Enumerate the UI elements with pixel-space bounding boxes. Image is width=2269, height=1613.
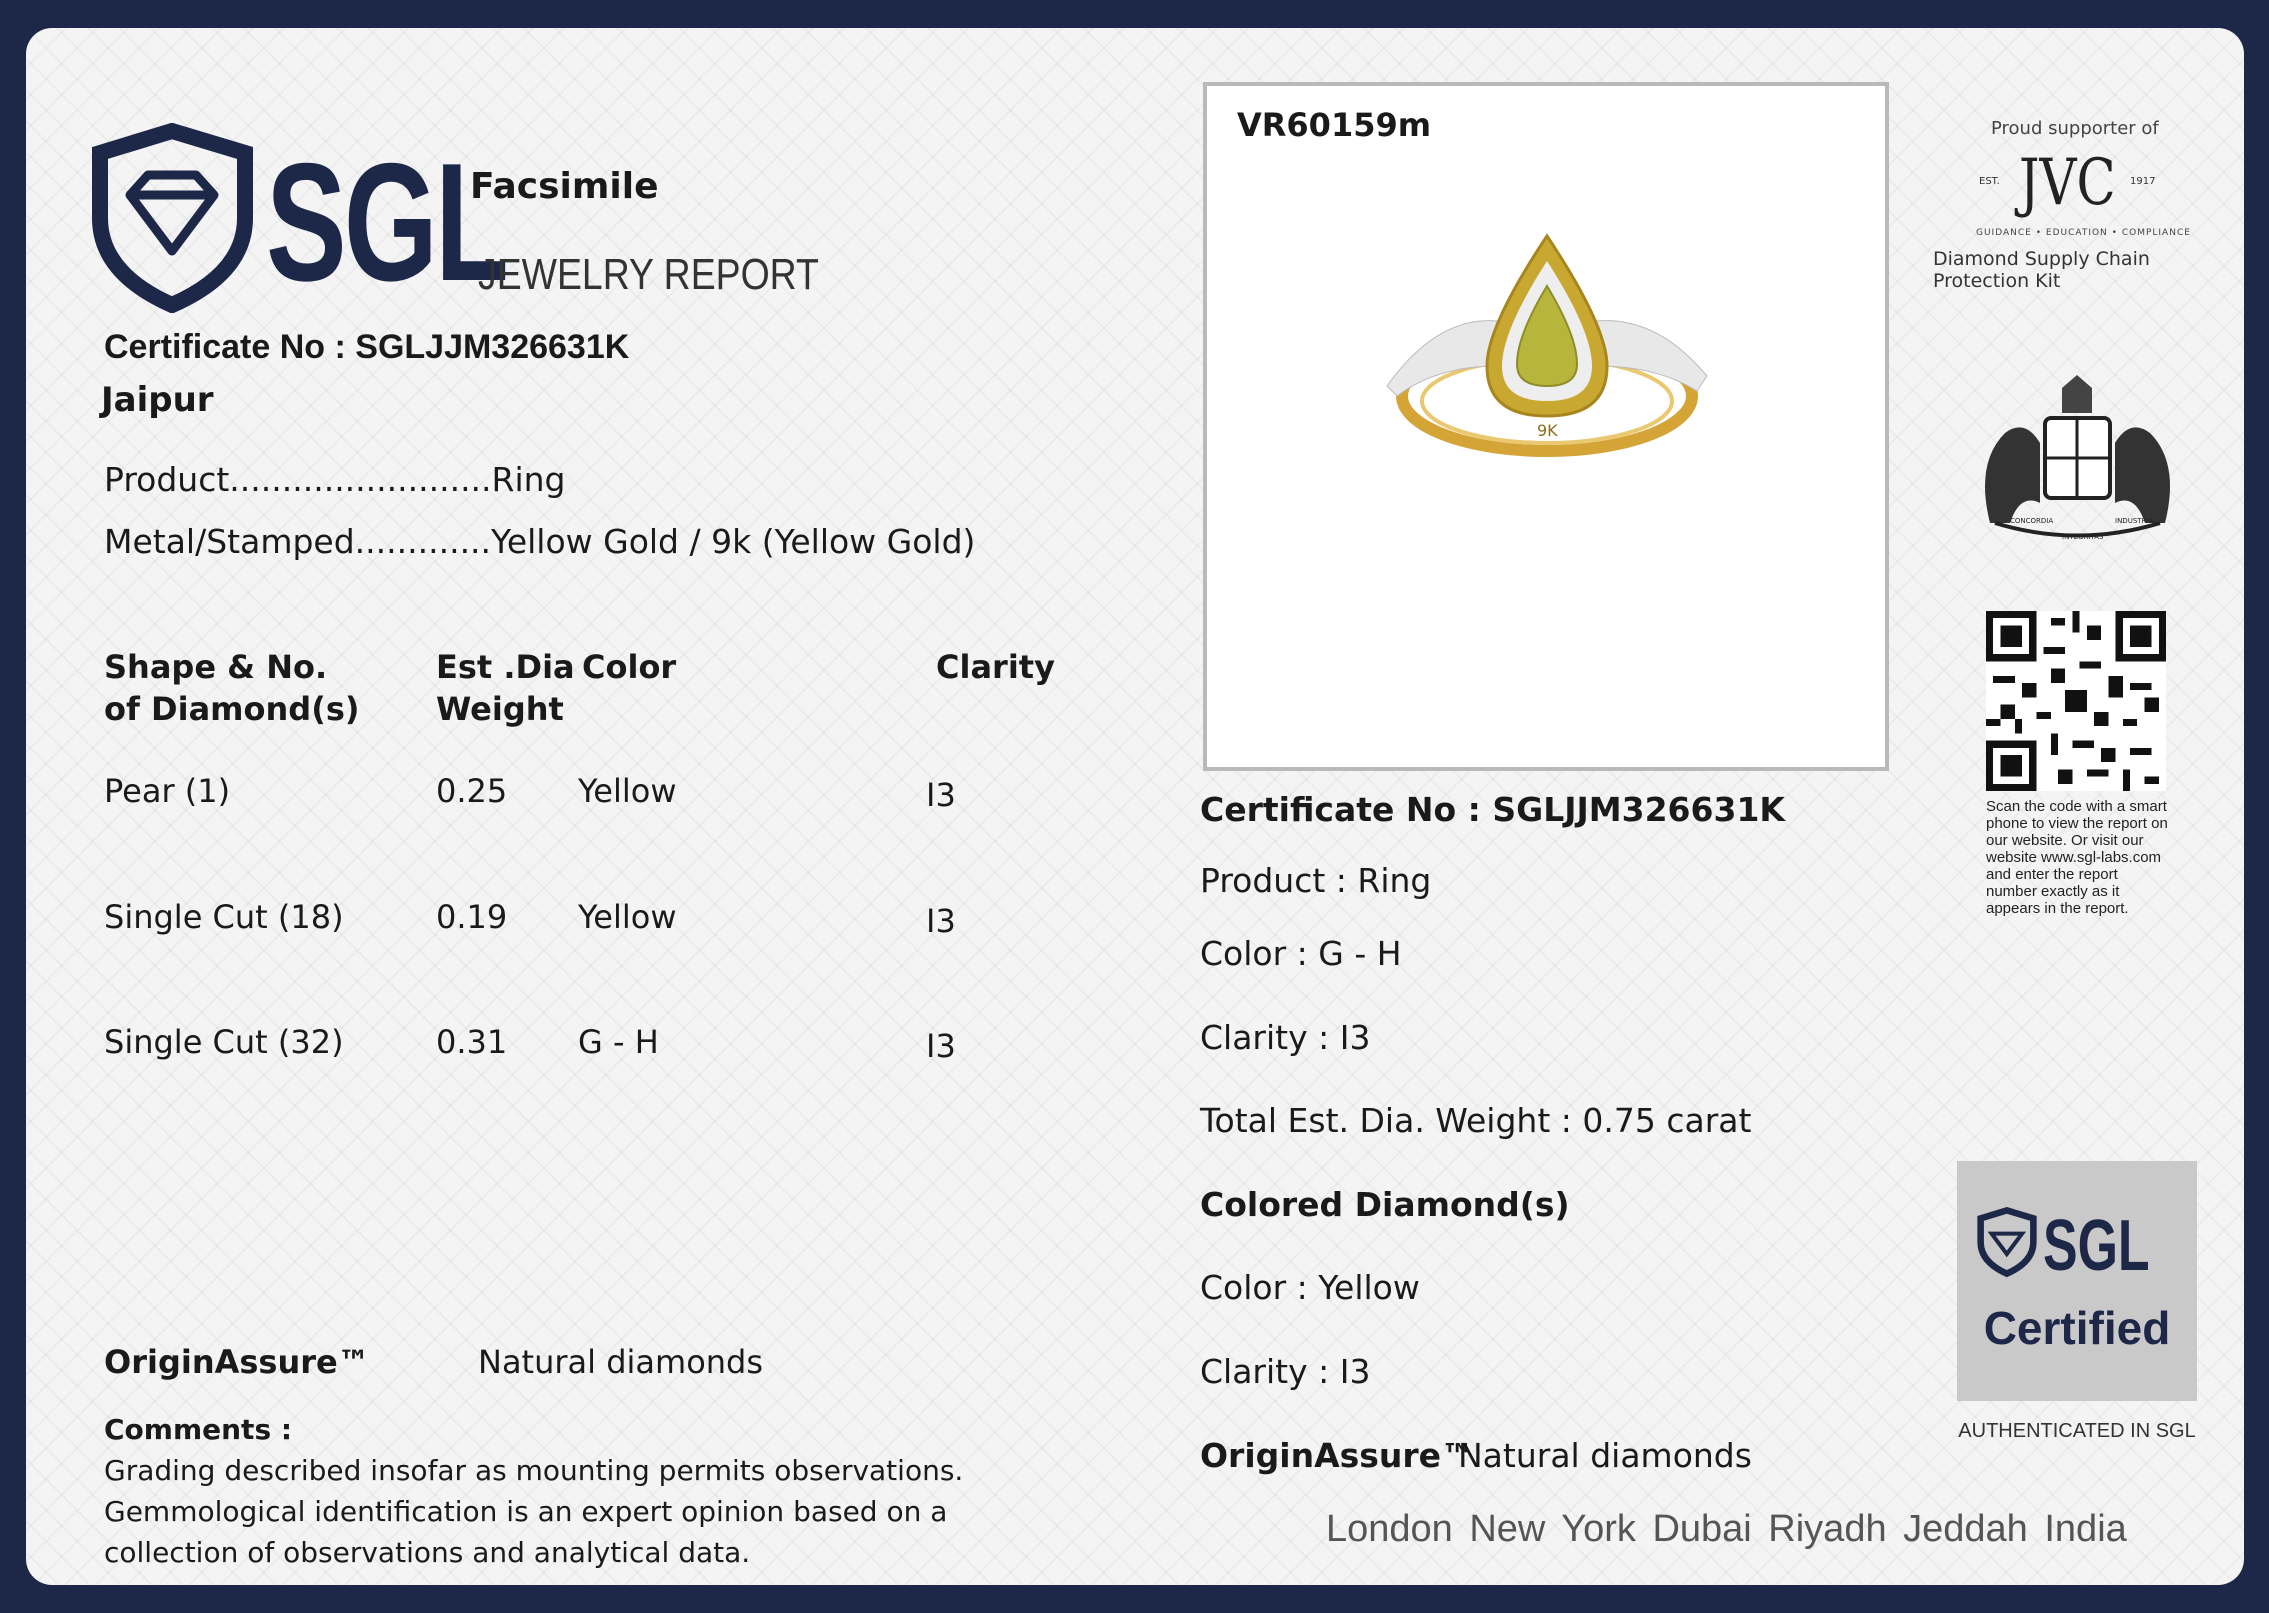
- right-clarity: Clarity : I3: [1200, 1018, 1371, 1057]
- origin-value: Natural diamonds: [478, 1343, 764, 1381]
- sgl-wordmark: SGL: [266, 128, 507, 316]
- row2-color: Yellow: [578, 898, 677, 936]
- colored-diamonds-heading: Colored Diamond(s): [1200, 1185, 1570, 1224]
- lab-locations: London New York Dubai Riyadh Jeddah India: [1326, 1508, 2127, 1550]
- authenticated-text: AUTHENTICATED IN SGL: [1958, 1420, 2196, 1442]
- right-product: Product : Ring: [1200, 861, 1432, 900]
- certificate-number: Certificate No : SGLJJM326631K: [104, 328, 630, 366]
- jvc-logo: JVC: [2019, 146, 2116, 220]
- comment-line-3: collection of observations and analytical data.: [104, 1536, 751, 1569]
- row2-shape: Single Cut (18): [104, 898, 344, 936]
- header-shape: [104, 646, 359, 730]
- right-origin-value: Natural diamonds: [1458, 1436, 1752, 1475]
- row2-weight: 0.19: [436, 898, 508, 936]
- ring-image: [1377, 226, 1717, 486]
- row1-shape: Pear (1): [104, 772, 231, 810]
- jvc-est: EST.: [1979, 176, 2000, 187]
- right-origin-label: OriginAssure™: [1200, 1436, 1475, 1475]
- row3-color: G - H: [578, 1023, 659, 1061]
- ring-stamp: 9K: [1537, 421, 1558, 440]
- comments-label: Comments :: [104, 1413, 293, 1446]
- product-code: VR60159m: [1237, 106, 1432, 144]
- row1-clarity: I3: [926, 776, 956, 814]
- header-color: Color: [582, 648, 677, 686]
- jvc-supporter-text: Proud supporter of: [1991, 118, 2159, 139]
- metal-line: Metal/Stamped.............Yellow Gold / 9k (Yellow Gold): [104, 522, 976, 561]
- origin-label: OriginAssure™: [104, 1343, 370, 1381]
- sgl-certified-badge: [1957, 1161, 2197, 1401]
- crest-motto-right: INDUSTRIA: [2115, 517, 2154, 525]
- qr-code-icon[interactable]: [1986, 611, 2166, 791]
- certified-brand: SGL: [2043, 1206, 2150, 1286]
- header-weight-line2: Weight: [436, 690, 564, 728]
- coat-of-arms-icon: [1970, 373, 2185, 548]
- jvc-kit-text: Diamond Supply Chain Protection Kit: [1933, 248, 2150, 292]
- certified-label: Certified: [1983, 1302, 2171, 1354]
- header-shape-line2: of Diamond(s): [104, 690, 360, 728]
- comment-line-1: Grading described insofar as mounting permits observations.: [104, 1454, 964, 1487]
- header-shape-line1: Shape & No.: [104, 648, 328, 686]
- crest-motto-left: CONCORDIA: [2010, 517, 2054, 525]
- jvc-tagline: GUIDANCE • EDUCATION • COMPLIANCE: [1976, 228, 2191, 238]
- colored-color: Color : Yellow: [1200, 1268, 1420, 1307]
- jvc-year: 1917: [2130, 176, 2156, 187]
- report-title: JEWELRY REPORT: [478, 250, 819, 299]
- row3-clarity: I3: [926, 1027, 956, 1065]
- row1-color: Yellow: [578, 772, 677, 810]
- product-line: Product.........................Ring: [104, 460, 566, 499]
- comment-line-2: Gemmological identification is an expert opinion based on a: [104, 1495, 948, 1528]
- right-total-weight: Total Est. Dia. Weight : 0.75 carat: [1200, 1101, 1752, 1140]
- report-card: [26, 28, 2244, 1585]
- right-color: Color : G - H: [1200, 934, 1402, 973]
- lab-city: Jaipur: [101, 380, 214, 420]
- crest-motto-center: INTEGRITAS: [2062, 533, 2104, 541]
- header-clarity: Clarity: [936, 648, 1055, 686]
- certified-shield-icon: [1977, 1206, 2037, 1278]
- row2-clarity: I3: [926, 902, 956, 940]
- row3-weight: 0.31: [436, 1023, 508, 1061]
- sgl-shield-icon: [90, 123, 255, 313]
- product-photo-frame: [1203, 82, 1889, 771]
- right-certificate-number: Certificate No : SGLJJM326631K: [1200, 790, 1785, 829]
- header-weight: [436, 646, 575, 730]
- colored-clarity: Clarity : I3: [1200, 1352, 1371, 1391]
- row1-weight: 0.25: [436, 772, 508, 810]
- qr-instructions: Scan the code with a smart phone to view the report on our website. Or visit our website www.sgl-labs.com and enter the report number exactly as it appears in the report.: [1986, 798, 2168, 917]
- facsimile-label: Facsimile: [470, 166, 659, 207]
- header-weight-line1: Est .Dia: [436, 648, 575, 686]
- row3-shape: Single Cut (32): [104, 1023, 344, 1061]
